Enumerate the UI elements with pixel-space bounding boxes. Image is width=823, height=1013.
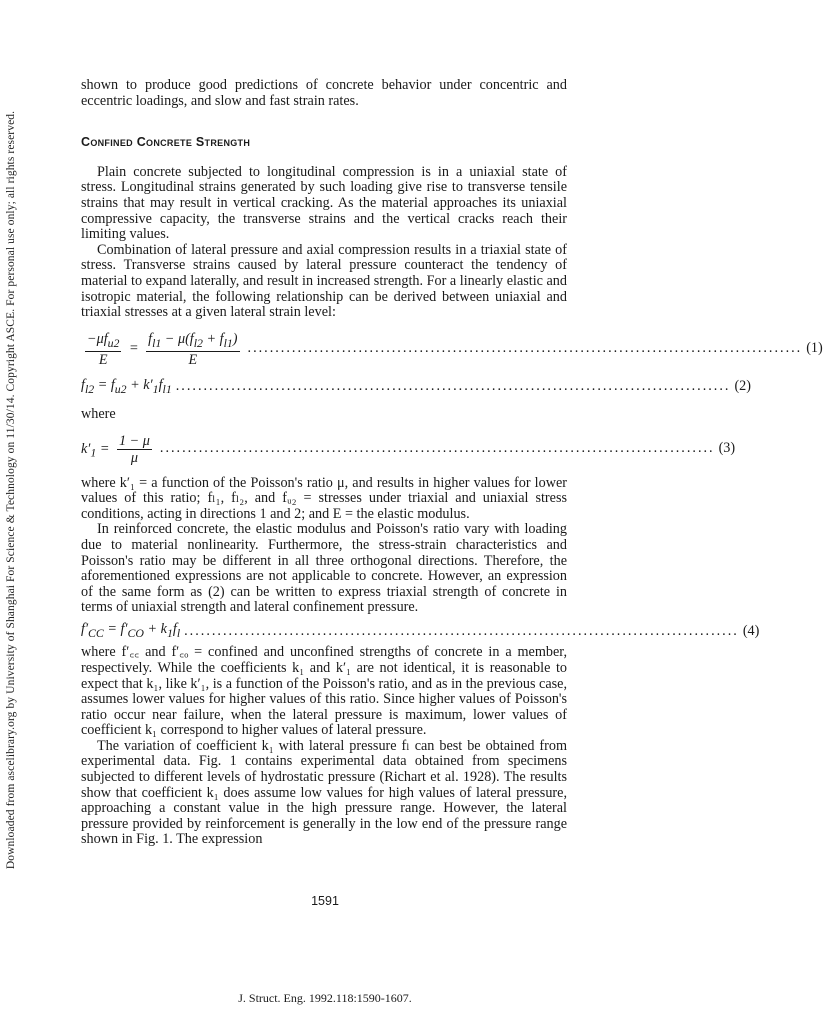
equation-number-4: (4) <box>742 622 760 639</box>
leader-dots: .................................................................................................... <box>184 622 739 639</box>
leader-dots: .................................................................................................... <box>159 440 715 457</box>
paragraph-variation: The variation of coefficient k₁ with lateral pressure fₗ can best be obtained from experimental data. Fig. 1 contains experimental data obtained from specimens subjected to different levels of hydrostatic pressure (Richart et al. 1928). The results show that coefficient k₁ does assume low values for high values of lateral pressure, approaching a constant value in the high pressure range. However, the lateral pressure provided by reinforcement is generally in the low end of the pressure range shown in Fig. 1. The expression <box>81 737 567 848</box>
where-label: where <box>81 405 116 422</box>
download-notice-sidebar <box>3 80 19 900</box>
leader-dots: .................................................................................................... <box>175 378 731 395</box>
equation-number-2: (2) <box>734 378 751 395</box>
equation-number-1: (1) <box>806 340 823 357</box>
citation-footer: J. Struct. Eng. 1992.118:1590-1607. <box>238 991 412 1005</box>
leader-dots: .................................................................................................... <box>247 340 803 357</box>
article-body <box>81 77 823 848</box>
equation-4: $f'_{CC} = f'_{CO} + k_1f_l$ .................................................................................................... (4) <box>81 620 760 640</box>
paragraph-reinforced: In reinforced concrete, the elastic modulus and Poisson's ratio vary with loading due to material nonlinearity. Furthermore, the stress-strain characteristics and Poisson's ratio may be different in all three orthogonal directions. Therefore, the aforementioned expressions are not applicable to concrete. However, an expression of the same form as (2) can be written to express triaxial strength of concrete in terms of uniaxial strength and lateral confinement pressure. <box>81 521 567 616</box>
equation-number-3: (3) <box>718 440 736 457</box>
page-number: 1591 <box>311 894 339 908</box>
paragraph-combination: Combination of lateral pressure and axial compression results in a triaxial state of stress. Transverse strains caused by lateral pressure counteract the tendency of material to expand laterally, and result in increased strength. For a linearly elastic and isotropic material, the following relationship can be derived between uniaxial and triaxial stresses at a given lateral strain level: <box>81 241 567 321</box>
download-notice-text: Downloaded from ascelibrary.org by University of Shanghai For Science & Technology on 11/30/14. Copyright ASCE. For personal use only; all rights reserved. <box>5 110 17 870</box>
section-heading: Confined Concrete Strength <box>81 135 251 150</box>
paragraph-definitions: where k′₁ = a function of the Poisson's ratio μ, and results in higher values for lower values of this ratio; fₗ₁, fₗ₂, and fᵤ₂ = stresses under triaxial and uniaxial stress conditions, acting in directions 1 and 2; and E = the elastic modulus. <box>81 474 567 522</box>
equation-2: $f_{l2} = f_{u2} + k'_1f_{l1}$ .................................................................................................... (2) <box>81 376 751 396</box>
equation-1: $\frac{-\mu f_{u2}}{E}$ = $\frac{f_{l1} - \mu(f_{l2} + f_{l1})}{E}$ .................................................................................................... (1) <box>87 330 823 368</box>
paragraph-plain-concrete: Plain concrete subjected to longitudinal compression is in a uniaxial state of stress. Longitudinal strains generated by such loading give rise to transverse tensile strains that may result in vertical cracking. As the material approaches its uniaxial compressive capacity, the transverse strains and the vertical cracks reach their limiting values. <box>81 163 567 243</box>
equation-3: $k'_1$ = $\frac{1 - \mu}{\mu}$ .................................................................................................... (3) <box>81 432 736 466</box>
intro-paragraph: shown to produce good predictions of concrete behavior under concentric and eccentric loadings, and slow and fast strain rates. <box>81 77 567 109</box>
paragraph-coefficients: where f′꜀꜀ and f′꜀ₒ = confined and unconfined strengths of concrete in a member, respectively. While the coefficients k₁ and k′₁ are not identical, it is reasonable to expect that k₁, like k′₁, is a function of the Poisson's ratio, and as in the previous case, assumes lower values for higher values of this ratio. Since higher values of Poisson's ratio occur near failure, when the lateral pressure is maximum, lower values of coefficient k₁ correspond to higher values of lateral pressure. <box>81 644 567 739</box>
